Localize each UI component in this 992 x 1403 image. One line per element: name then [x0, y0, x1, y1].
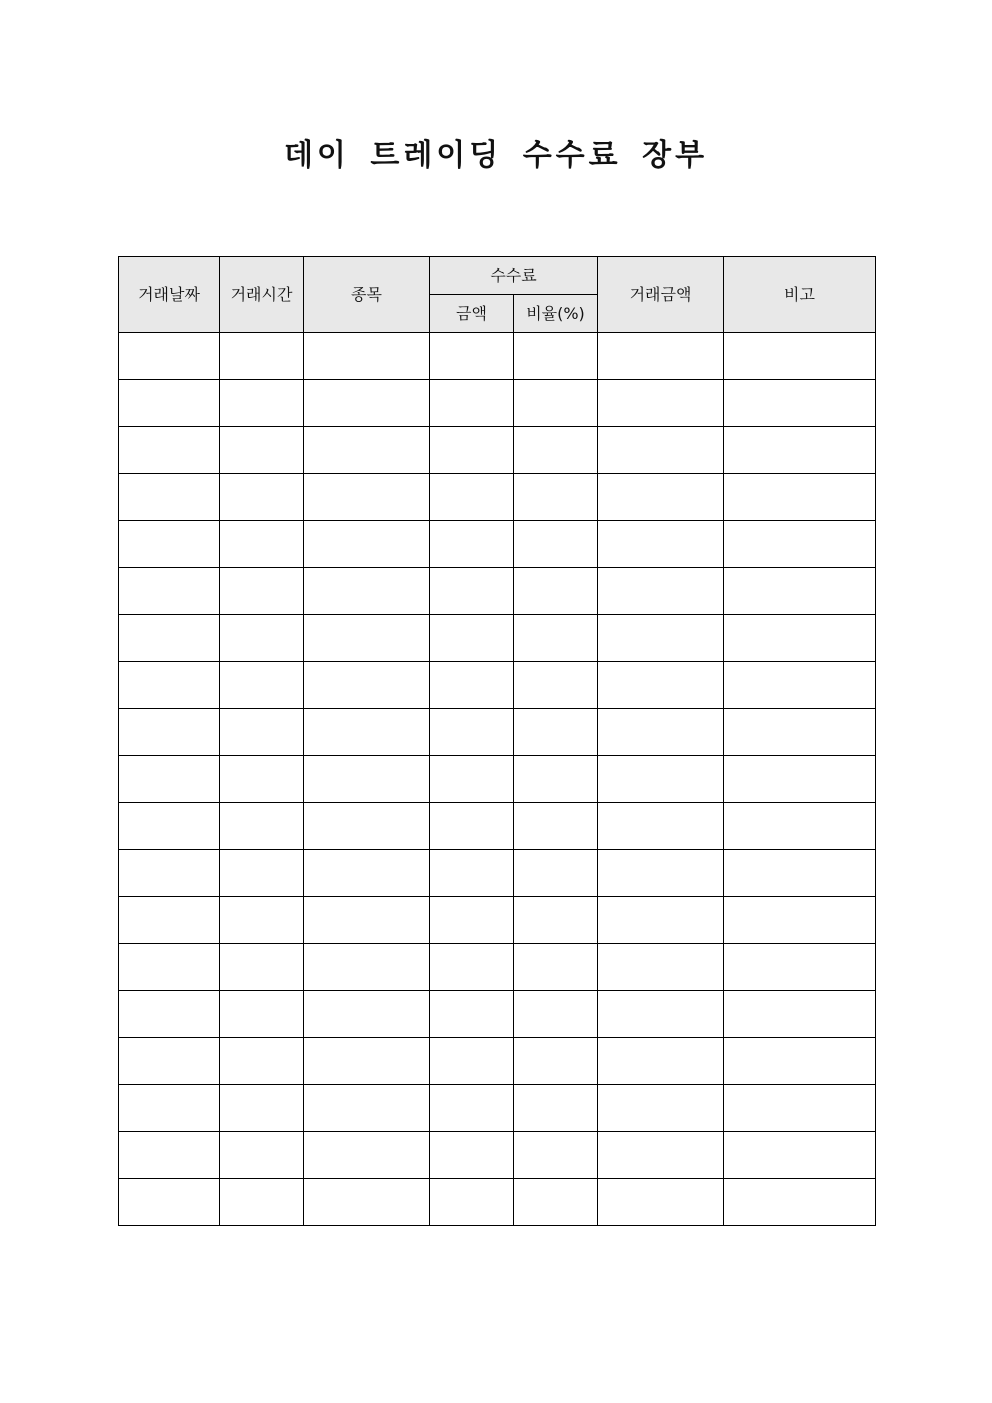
cell-trade-time[interactable]	[220, 1038, 304, 1085]
cell-fee-amount[interactable]	[430, 1038, 514, 1085]
cell-trade-date[interactable]	[119, 1085, 220, 1132]
table-row	[119, 662, 876, 709]
cell-trade-time[interactable]	[220, 615, 304, 662]
cell-stock-item[interactable]	[304, 1038, 430, 1085]
cell-fee-rate[interactable]	[514, 850, 598, 897]
cell-fee-rate[interactable]	[514, 803, 598, 850]
cell-trade-amount[interactable]	[598, 1038, 724, 1085]
table-row	[119, 1038, 876, 1085]
cell-fee-amount[interactable]	[430, 427, 514, 474]
cell-fee-amount[interactable]	[430, 474, 514, 521]
cell-stock-item[interactable]	[304, 615, 430, 662]
cell-stock-item[interactable]	[304, 709, 430, 756]
cell-fee-amount[interactable]	[430, 991, 514, 1038]
cell-trade-time[interactable]	[220, 380, 304, 427]
cell-trade-date[interactable]	[119, 1132, 220, 1179]
cell-trade-date[interactable]	[119, 803, 220, 850]
cell-trade-date[interactable]	[119, 662, 220, 709]
cell-remarks[interactable]	[724, 427, 876, 474]
cell-stock-item[interactable]	[304, 1132, 430, 1179]
cell-trade-amount[interactable]	[598, 803, 724, 850]
cell-fee-rate[interactable]	[514, 709, 598, 756]
cell-fee-rate[interactable]	[514, 474, 598, 521]
cell-stock-item[interactable]	[304, 803, 430, 850]
cell-trade-amount[interactable]	[598, 333, 724, 380]
table-row	[119, 1179, 876, 1226]
table-row	[119, 521, 876, 568]
cell-trade-amount[interactable]	[598, 1132, 724, 1179]
cell-trade-date[interactable]	[119, 474, 220, 521]
header-stock-item: 종목	[304, 257, 430, 333]
cell-trade-date[interactable]	[119, 427, 220, 474]
cell-fee-rate[interactable]	[514, 1085, 598, 1132]
cell-trade-date[interactable]	[119, 380, 220, 427]
header-fee-rate: 비율(%)	[514, 295, 598, 333]
cell-fee-rate[interactable]	[514, 615, 598, 662]
table-row	[119, 897, 876, 944]
header-trade-time: 거래시간	[220, 257, 304, 333]
cell-trade-time[interactable]	[220, 709, 304, 756]
cell-stock-item[interactable]	[304, 474, 430, 521]
cell-stock-item[interactable]	[304, 850, 430, 897]
cell-trade-date[interactable]	[119, 756, 220, 803]
cell-trade-date[interactable]	[119, 615, 220, 662]
cell-trade-amount[interactable]	[598, 944, 724, 991]
cell-stock-item[interactable]	[304, 756, 430, 803]
cell-fee-rate[interactable]	[514, 991, 598, 1038]
cell-stock-item[interactable]	[304, 380, 430, 427]
cell-trade-amount[interactable]	[598, 850, 724, 897]
cell-trade-time[interactable]	[220, 850, 304, 897]
table-row	[119, 333, 876, 380]
cell-remarks[interactable]	[724, 521, 876, 568]
cell-trade-date[interactable]	[119, 521, 220, 568]
cell-trade-amount[interactable]	[598, 615, 724, 662]
cell-trade-time[interactable]	[220, 333, 304, 380]
cell-fee-amount[interactable]	[430, 897, 514, 944]
cell-stock-item[interactable]	[304, 1179, 430, 1226]
header-trade-amount: 거래금액	[598, 257, 724, 333]
header-fee-group: 수수료	[430, 257, 598, 295]
cell-fee-rate[interactable]	[514, 1179, 598, 1226]
table-header	[119, 257, 876, 333]
cell-fee-amount[interactable]	[430, 521, 514, 568]
cell-fee-amount[interactable]	[430, 756, 514, 803]
cell-trade-amount[interactable]	[598, 662, 724, 709]
header-trade-date: 거래날짜	[119, 257, 220, 333]
cell-fee-rate[interactable]	[514, 662, 598, 709]
page-title: 데이 트레이딩 수수료 장부	[283, 138, 709, 173]
cell-trade-time[interactable]	[220, 756, 304, 803]
cell-stock-item[interactable]	[304, 991, 430, 1038]
cell-fee-amount[interactable]	[430, 1085, 514, 1132]
cell-remarks[interactable]	[724, 568, 876, 615]
cell-trade-date[interactable]	[119, 944, 220, 991]
header-fee-amount: 금액	[430, 295, 514, 333]
cell-remarks[interactable]	[724, 380, 876, 427]
cell-trade-amount[interactable]	[598, 1179, 724, 1226]
cell-remarks[interactable]	[724, 474, 876, 521]
table-row	[119, 427, 876, 474]
cell-remarks[interactable]	[724, 944, 876, 991]
cell-fee-amount[interactable]	[430, 944, 514, 991]
cell-fee-rate[interactable]	[514, 897, 598, 944]
cell-remarks[interactable]	[724, 615, 876, 662]
cell-trade-amount[interactable]	[598, 427, 724, 474]
cell-trade-amount[interactable]	[598, 1085, 724, 1132]
table-row	[119, 474, 876, 521]
fee-ledger-table	[118, 256, 876, 1226]
cell-trade-time[interactable]	[220, 568, 304, 615]
cell-fee-amount[interactable]	[430, 662, 514, 709]
cell-trade-date[interactable]	[119, 333, 220, 380]
table-row	[119, 1085, 876, 1132]
cell-trade-time[interactable]	[220, 1085, 304, 1132]
cell-remarks[interactable]	[724, 1179, 876, 1226]
cell-stock-item[interactable]	[304, 521, 430, 568]
cell-remarks[interactable]	[724, 333, 876, 380]
cell-stock-item[interactable]	[304, 333, 430, 380]
cell-trade-time[interactable]	[220, 427, 304, 474]
cell-trade-date[interactable]	[119, 1038, 220, 1085]
cell-stock-item[interactable]	[304, 662, 430, 709]
cell-trade-time[interactable]	[220, 1132, 304, 1179]
table-row	[119, 709, 876, 756]
cell-remarks[interactable]	[724, 1132, 876, 1179]
cell-trade-amount[interactable]	[598, 474, 724, 521]
cell-trade-time[interactable]	[220, 991, 304, 1038]
cell-trade-amount[interactable]	[598, 380, 724, 427]
cell-trade-amount[interactable]	[598, 568, 724, 615]
cell-fee-amount[interactable]	[430, 615, 514, 662]
cell-fee-rate[interactable]	[514, 521, 598, 568]
table-row	[119, 850, 876, 897]
cell-fee-rate[interactable]	[514, 1132, 598, 1179]
cell-trade-date[interactable]	[119, 568, 220, 615]
cell-trade-amount[interactable]	[598, 756, 724, 803]
table-row	[119, 756, 876, 803]
cell-trade-amount[interactable]	[598, 521, 724, 568]
cell-stock-item[interactable]	[304, 897, 430, 944]
cell-trade-date[interactable]	[119, 709, 220, 756]
cell-trade-time[interactable]	[220, 803, 304, 850]
cell-fee-amount[interactable]	[430, 1132, 514, 1179]
cell-fee-amount[interactable]	[430, 850, 514, 897]
cell-fee-rate[interactable]	[514, 333, 598, 380]
cell-trade-amount[interactable]	[598, 897, 724, 944]
cell-fee-amount[interactable]	[430, 333, 514, 380]
cell-trade-time[interactable]	[220, 1179, 304, 1226]
cell-fee-rate[interactable]	[514, 380, 598, 427]
cell-fee-rate[interactable]	[514, 756, 598, 803]
cell-fee-rate[interactable]	[514, 427, 598, 474]
cell-stock-item[interactable]	[304, 427, 430, 474]
cell-trade-date[interactable]	[119, 897, 220, 944]
cell-trade-amount[interactable]	[598, 709, 724, 756]
table-row	[119, 991, 876, 1038]
cell-remarks[interactable]	[724, 897, 876, 944]
table-body	[119, 333, 876, 1226]
cell-fee-amount[interactable]	[430, 709, 514, 756]
cell-trade-time[interactable]	[220, 521, 304, 568]
cell-trade-time[interactable]	[220, 662, 304, 709]
cell-stock-item[interactable]	[304, 568, 430, 615]
cell-remarks[interactable]	[724, 850, 876, 897]
cell-remarks[interactable]	[724, 709, 876, 756]
cell-remarks[interactable]	[724, 1038, 876, 1085]
cell-remarks[interactable]	[724, 1085, 876, 1132]
cell-trade-time[interactable]	[220, 944, 304, 991]
cell-fee-amount[interactable]	[430, 803, 514, 850]
cell-remarks[interactable]	[724, 662, 876, 709]
cell-fee-rate[interactable]	[514, 1038, 598, 1085]
table-row	[119, 380, 876, 427]
cell-trade-amount[interactable]	[598, 991, 724, 1038]
table-row	[119, 568, 876, 615]
cell-fee-rate[interactable]	[514, 568, 598, 615]
cell-stock-item[interactable]	[304, 1085, 430, 1132]
cell-fee-rate[interactable]	[514, 944, 598, 991]
cell-trade-date[interactable]	[119, 850, 220, 897]
table-row	[119, 1132, 876, 1179]
cell-trade-time[interactable]	[220, 474, 304, 521]
table-row	[119, 944, 876, 991]
cell-trade-date[interactable]	[119, 991, 220, 1038]
table-row	[119, 615, 876, 662]
cell-fee-amount[interactable]	[430, 1179, 514, 1226]
table-row	[119, 803, 876, 850]
cell-remarks[interactable]	[724, 803, 876, 850]
cell-trade-time[interactable]	[220, 897, 304, 944]
header-remarks: 비고	[724, 257, 876, 333]
cell-fee-amount[interactable]	[430, 568, 514, 615]
cell-stock-item[interactable]	[304, 944, 430, 991]
cell-remarks[interactable]	[724, 756, 876, 803]
cell-remarks[interactable]	[724, 991, 876, 1038]
cell-trade-date[interactable]	[119, 1179, 220, 1226]
cell-fee-amount[interactable]	[430, 380, 514, 427]
